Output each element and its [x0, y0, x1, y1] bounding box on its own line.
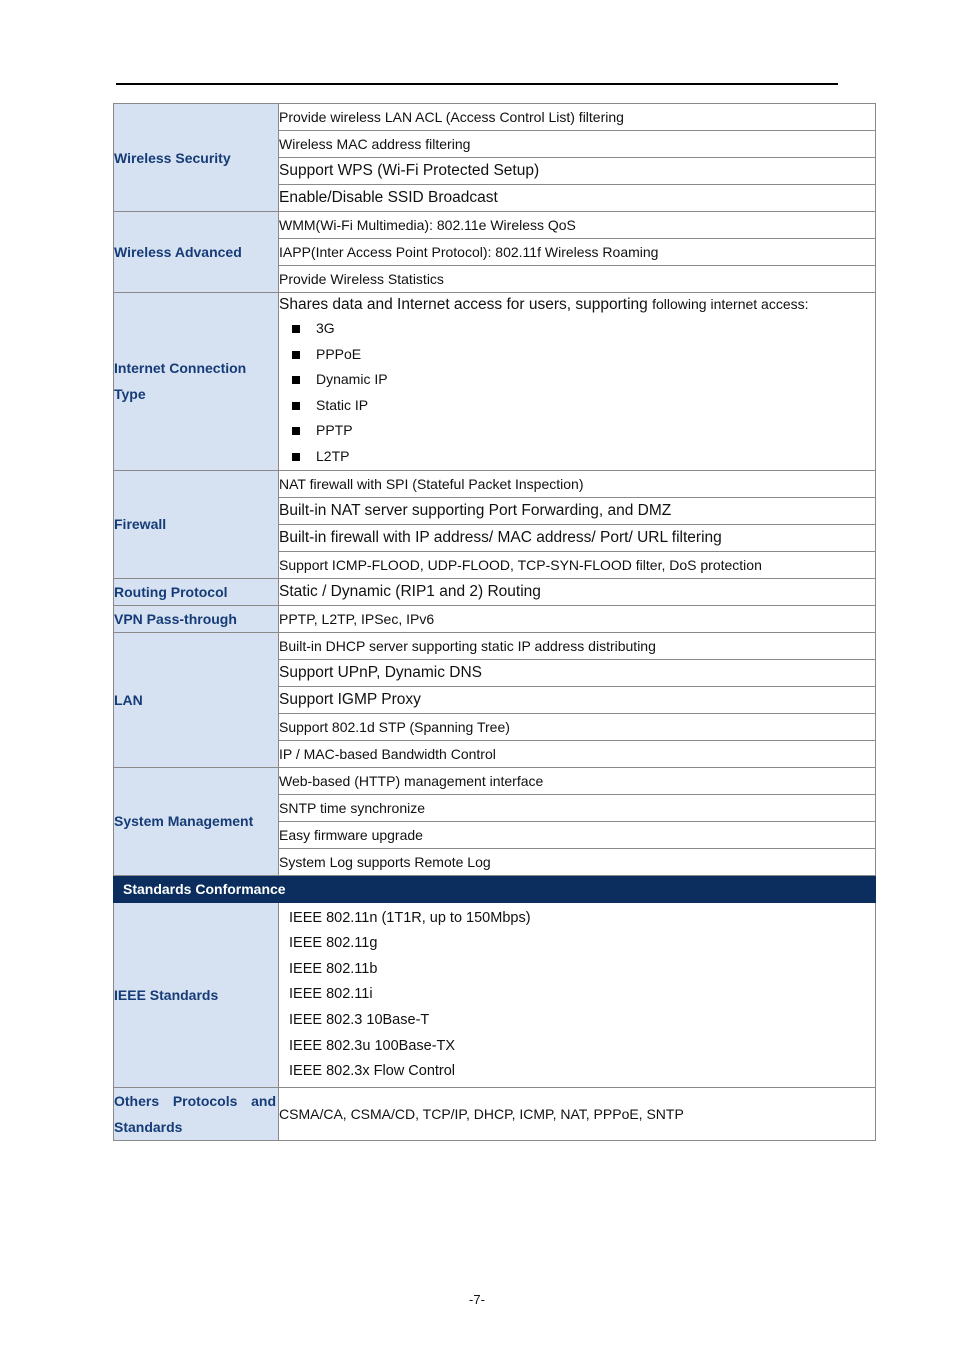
- table-row: [114, 1087, 876, 1140]
- spec-value: Easy firmware upgrade: [279, 821, 876, 848]
- row-label-vpn-pass-through: VPN Pass-through: [114, 605, 279, 632]
- table-row: [114, 578, 876, 605]
- list-item: 3G: [292, 316, 875, 342]
- spec-value: Support WPS (Wi-Fi Protected Setup): [279, 158, 876, 185]
- spec-value: Built-in NAT server supporting Port Forwarding, and DMZ: [279, 497, 876, 524]
- row-label-wireless-security: Wireless Security: [114, 104, 279, 212]
- connection-intro-small: following internet access:: [652, 296, 809, 312]
- spec-value: System Log supports Remote Log: [279, 848, 876, 875]
- label-line: Internet Connection: [114, 360, 247, 377]
- list-item: L2TP: [292, 444, 875, 470]
- row-label-wireless-advanced: Wireless Advanced: [114, 212, 279, 293]
- label-word: and: [251, 1092, 276, 1109]
- row-label-ieee-standards: IEEE Standards: [114, 902, 279, 1087]
- label-line: Type: [114, 386, 146, 403]
- row-label-internet-connection-type: [114, 293, 279, 471]
- spec-value: NAT firewall with SPI (Stateful Packet Inspection): [279, 470, 876, 497]
- row-label-others-protocols: [114, 1087, 279, 1140]
- specification-table: [113, 103, 876, 1141]
- spec-value: Built-in DHCP server supporting static IP address distributing: [279, 632, 876, 659]
- list-item: IEEE 802.3u 100Base-TX: [289, 1037, 456, 1054]
- header-rule: [116, 83, 838, 85]
- spec-value: Support 802.1d STP (Spanning Tree): [279, 713, 876, 740]
- table-row: [114, 605, 876, 632]
- table-row: [114, 104, 876, 131]
- table-row: [114, 632, 876, 659]
- row-label-system-management: System Management: [114, 767, 279, 875]
- spec-value: PPTP, L2TP, IPSec, IPv6: [279, 605, 876, 632]
- row-label-lan: LAN: [114, 632, 279, 767]
- row-label-firewall: Firewall: [114, 470, 279, 578]
- list-item: IEEE 802.11g: [289, 935, 378, 952]
- spec-value: IAPP(Inter Access Point Protocol): 802.11f Wireless Roaming: [279, 239, 876, 266]
- list-item: IEEE 802.11b: [289, 960, 378, 977]
- spec-value: Web-based (HTTP) management interface: [279, 767, 876, 794]
- spec-value: Support IGMP Proxy: [279, 686, 876, 713]
- list-item: Static IP: [292, 393, 875, 419]
- label-word: Others: [114, 1092, 160, 1109]
- list-item: IEEE 802.3x Flow Control: [289, 1063, 456, 1080]
- label-line: Standards: [114, 1118, 183, 1135]
- table-row: [114, 767, 876, 794]
- list-item: Dynamic IP: [292, 367, 875, 393]
- list-item: IEEE 802.11n (1T1R, up to 150Mbps): [289, 909, 531, 926]
- spec-value: WMM(Wi-Fi Multimedia): 802.11e Wireless QoS: [279, 212, 876, 239]
- spec-value: Provide wireless LAN ACL (Access Control List) filtering: [279, 104, 876, 131]
- connection-intro: [279, 293, 875, 316]
- label-word: Protocols: [172, 1092, 238, 1109]
- table-row: [114, 902, 876, 1087]
- connection-type-list: [279, 316, 875, 470]
- spec-value: SNTP time synchronize: [279, 794, 876, 821]
- spec-value: Built-in firewall with IP address/ MAC address/ Port/ URL filtering: [279, 524, 876, 551]
- section-header-standards: Standards Conformance: [114, 875, 876, 902]
- table-row: [114, 470, 876, 497]
- table-row: [114, 293, 876, 471]
- list-item: IEEE 802.3 10Base-T: [289, 1011, 430, 1028]
- spec-value: Wireless MAC address filtering: [279, 131, 876, 158]
- connection-type-cell: [279, 293, 876, 471]
- table-row: [114, 212, 876, 239]
- list-item: PPTP: [292, 418, 875, 444]
- spec-value: CSMA/CA, CSMA/CD, TCP/IP, DHCP, ICMP, NAT, PPPoE, SNTP: [279, 1087, 876, 1140]
- connection-intro-text: Shares data and Internet access for users, supporting: [279, 296, 648, 313]
- spec-value: Enable/Disable SSID Broadcast: [279, 185, 876, 212]
- spec-value: IP / MAC-based Bandwidth Control: [279, 740, 876, 767]
- list-item: IEEE 802.11i: [289, 986, 373, 1003]
- label-line: [114, 1088, 278, 1114]
- ieee-standards-cell: [279, 902, 876, 1087]
- ieee-standards-list: [279, 903, 875, 1087]
- spec-value: Support UPnP, Dynamic DNS: [279, 659, 876, 686]
- spec-value: Provide Wireless Statistics: [279, 266, 876, 293]
- page-number: -7-: [469, 1292, 485, 1307]
- list-item: PPPoE: [292, 342, 875, 368]
- row-label-routing-protocol: Routing Protocol: [114, 578, 279, 605]
- spec-value: Static / Dynamic (RIP1 and 2) Routing: [279, 578, 876, 605]
- spec-value: Support ICMP-FLOOD, UDP-FLOOD, TCP-SYN-FLOOD filter, DoS protection: [279, 551, 876, 578]
- table-row: [114, 875, 876, 902]
